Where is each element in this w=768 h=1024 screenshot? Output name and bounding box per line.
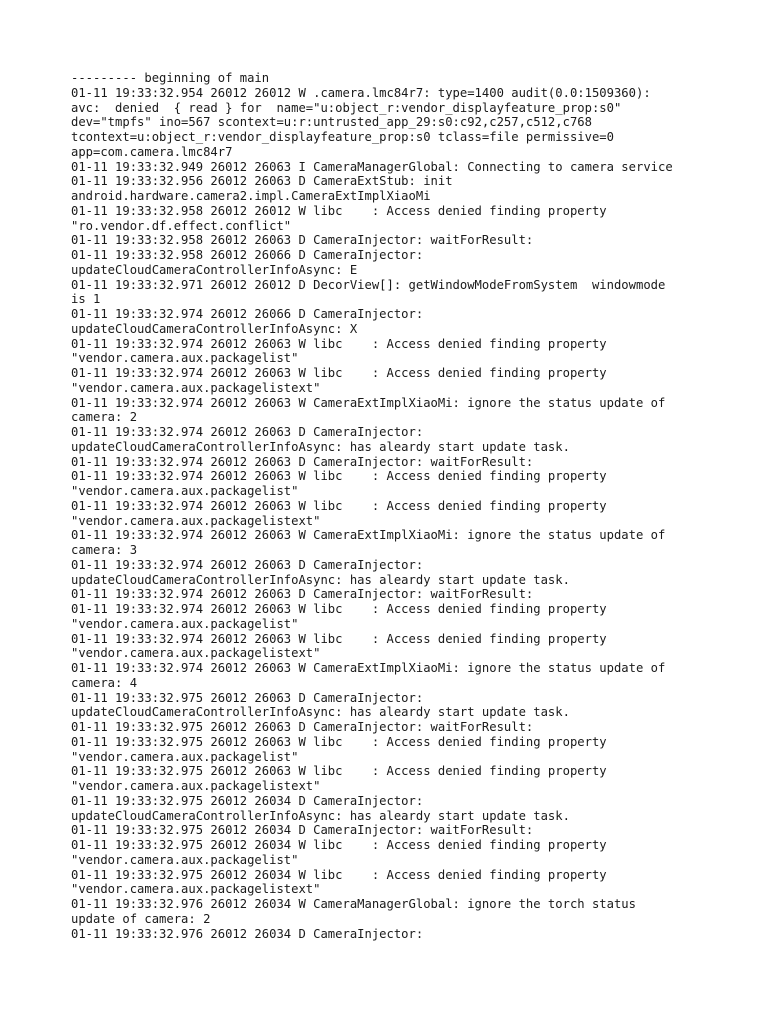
log-line: 01-11 19:33:32.975 26012 26034 W libc : Access denied finding property <box>71 867 607 882</box>
log-line: 01-11 19:33:32.974 26012 26063 W libc : Access denied finding property <box>71 469 607 484</box>
log-line: 01-11 19:33:32.974 26012 26063 D CameraInjector: waitForResult: <box>71 587 534 602</box>
log-line: camera: 4 <box>71 675 138 690</box>
log-line: android.hardware.camera2.impl.CameraExtImplXiaoMi <box>71 189 431 203</box>
log-line: camera: 3 <box>71 543 138 557</box>
log-line: "vendor.camera.aux.packagelistext" <box>71 380 321 395</box>
log-line: update of camera: 2 <box>71 911 211 926</box>
log-line: 01-11 19:33:32.974 26012 26063 W CameraExtImplXiaoMi: ignore the status update of <box>71 528 666 543</box>
log-line: 01-11 19:33:32.974 26012 26063 W libc : Access denied finding property <box>71 336 607 351</box>
log-line: "vendor.camera.aux.packagelist" <box>71 749 299 764</box>
log-line: updateCloudCameraControllerInfoAsync: has aleardy start update task. <box>71 572 570 587</box>
log-line: "vendor.camera.aux.packagelist" <box>71 616 299 631</box>
log-line: avc: denied { read } for name="u:object_r:vendor_displayfeature_prop:s0" <box>71 100 622 115</box>
log-line: 01-11 19:33:32.976 26012 26034 D CameraInjector: <box>71 926 424 941</box>
log-line: "vendor.camera.aux.packagelist" <box>71 484 299 498</box>
log-line: "vendor.camera.aux.packagelistext" <box>71 779 321 793</box>
log-line: "vendor.camera.aux.packagelistext" <box>71 646 321 661</box>
log-line: 01-11 19:33:32.975 26012 26063 D CameraInjector: <box>71 690 424 705</box>
log-line: updateCloudCameraControllerInfoAsync: has aleardy start update task. <box>71 439 570 454</box>
log-line: --------- beginning of main <box>71 71 270 85</box>
log-line: 01-11 19:33:32.975 26012 26063 W libc : Access denied finding property <box>71 734 607 749</box>
log-line: is 1 <box>71 292 101 307</box>
log-line: 01-11 19:33:32.974 26012 26063 W libc : Access denied finding property <box>71 498 607 513</box>
log-line: updateCloudCameraControllerInfoAsync: has aleardy start update task. <box>71 808 570 823</box>
log-line: tcontext=u:object_r:vendor_displayfeature_prop:s0 tclass=file permissive=0 <box>71 130 614 144</box>
log-line: 01-11 19:33:32.954 26012 26012 W .camera.lmc84r7: type=1400 audit(0.0:1509360): <box>71 85 651 100</box>
log-line: 01-11 19:33:32.974 26012 26063 D CameraInjector: <box>71 425 424 439</box>
log-line: "vendor.camera.aux.packagelist" <box>71 852 299 867</box>
log-line: 01-11 19:33:32.974 26012 26066 D CameraInjector: <box>71 307 424 321</box>
log-line: 01-11 19:33:32.974 26012 26063 W libc : Access denied finding property <box>71 631 607 646</box>
log-line: "vendor.camera.aux.packagelistext" <box>71 882 321 897</box>
log-line: 01-11 19:33:32.971 26012 26012 D DecorView[]: getWindowModeFromSystem windowmode <box>71 277 666 292</box>
log-line: 01-11 19:33:32.974 26012 26063 W CameraExtImplXiaoMi: ignore the status update of <box>71 395 666 410</box>
log-line: 01-11 19:33:32.958 26012 26012 W libc : Access denied finding property <box>71 203 607 218</box>
log-line: 01-11 19:33:32.974 26012 26063 W libc : Access denied finding property <box>71 602 607 616</box>
log-line: 01-11 19:33:32.949 26012 26063 I CameraManagerGlobal: Connecting to camera service <box>71 159 673 174</box>
log-line: dev="tmpfs" ino=567 scontext=u:r:untrusted_app_29:s0:c92,c257,c512,c768 <box>71 115 592 130</box>
log-line: 01-11 19:33:32.974 26012 26063 W libc : Access denied finding property <box>71 366 607 380</box>
log-line: updateCloudCameraControllerInfoAsync: X <box>71 321 358 336</box>
log-line: 01-11 19:33:32.974 26012 26063 D CameraInjector: waitForResult: <box>71 454 534 469</box>
log-line: 01-11 19:33:32.975 26012 26034 W libc : Access denied finding property <box>71 838 607 852</box>
log-line: 01-11 19:33:32.958 26012 26066 D CameraInjector: <box>71 248 424 262</box>
log-line: "vendor.camera.aux.packagelist" <box>71 351 299 366</box>
log-line: camera: 2 <box>71 410 138 425</box>
log-line: 01-11 19:33:32.974 26012 26063 D CameraInjector: <box>71 557 424 572</box>
log-line: updateCloudCameraControllerInfoAsync: has aleardy start update task. <box>71 705 570 720</box>
log-line: updateCloudCameraControllerInfoAsync: E <box>71 262 358 277</box>
log-line: 01-11 19:33:32.974 26012 26063 W CameraExtImplXiaoMi: ignore the status update of <box>71 661 666 675</box>
log-line: 01-11 19:33:32.956 26012 26063 D CameraExtStub: init <box>71 174 453 189</box>
log-line: 01-11 19:33:32.958 26012 26063 D CameraInjector: waitForResult: <box>71 233 534 248</box>
log-line: 01-11 19:33:32.975 26012 26063 D CameraInjector: waitForResult: <box>71 720 534 734</box>
log-line: 01-11 19:33:32.975 26012 26034 D CameraInjector: waitForResult: <box>71 823 534 838</box>
log-line: 01-11 19:33:32.975 26012 26063 W libc : Access denied finding property <box>71 764 607 779</box>
log-line: app=com.camera.lmc84r7 <box>71 144 233 159</box>
log-line: "ro.vendor.df.effect.conflict" <box>71 218 292 233</box>
log-line: 01-11 19:33:32.975 26012 26034 D CameraInjector: <box>71 793 424 808</box>
log-line: "vendor.camera.aux.packagelistext" <box>71 513 321 528</box>
log-line: 01-11 19:33:32.976 26012 26034 W CameraManagerGlobal: ignore the torch status <box>71 897 636 911</box>
log-text-body <box>71 71 731 941</box>
